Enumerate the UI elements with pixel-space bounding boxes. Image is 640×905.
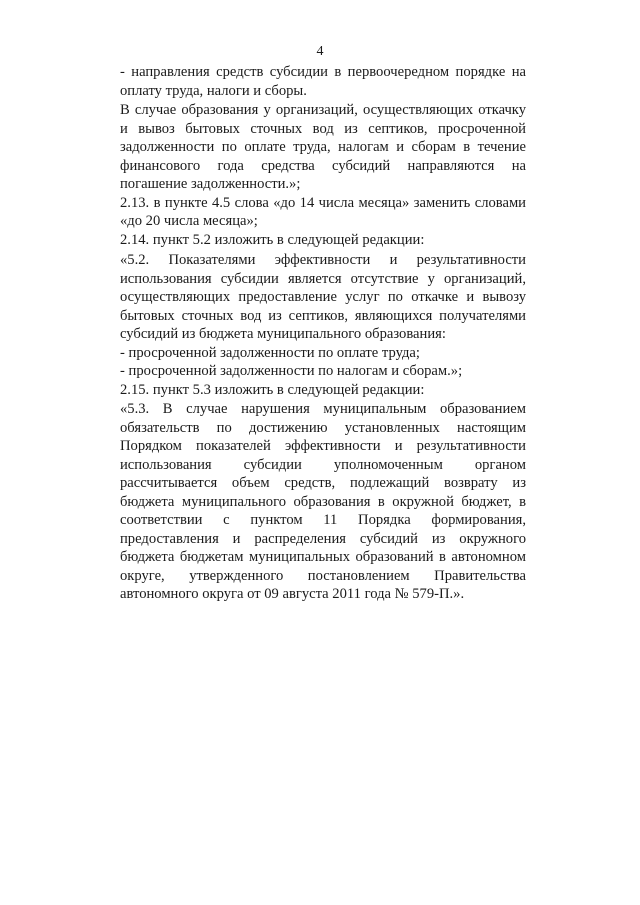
page-number: 4: [316, 44, 324, 59]
paragraph-bullet-wages: - просроченной задолженности по оплате труда;: [120, 344, 420, 361]
paragraph-item-2-14: 2.14. пункт 5.2 изложить в следующей редакции:: [120, 231, 425, 248]
paragraph-item-2-13: 2.13. в пункте 4.5 слова «до 14 числа месяца» заменить словами «до 20 числа месяца»;: [120, 194, 526, 229]
paragraph-debt-case: В случае образования у организаций, осуществляющих откачку и вывоз бытовых сточных вод из септиков, просроченной задолженности по оплате труда, налогам и сборам в течение финансового года средства субсидий направляются на погашение задолженности.»;: [120, 102, 526, 192]
paragraph-quote-5-2: «5.2. Показателями эффективности и результативности использования субсидии является отсутствие у организаций, осуществляющих предоставление услуг по откачке и вывозу бытовых сточных вод из септиков, являющихся получателями субсидий из бюджета муниципального образования:: [120, 252, 526, 342]
paragraph-bullet-funds-direction: - направления средств субсидии в первоочередном порядке на оплату труда, налоги и сборы.: [120, 64, 526, 99]
paragraph-bullet-taxes: - просроченной задолженности по налогам и сборам.»;: [120, 363, 463, 379]
paragraph-item-2-15: 2.15. пункт 5.3 изложить в следующей редакции:: [120, 381, 425, 398]
paragraph-quote-5-3: «5.3. В случае нарушения муниципальным образованием обязательств по достижению установленных настоящим Порядком показателей эффективности и результативности использования субсидии уполномоченным органом рассчитывается объем средств, подлежащий возврату из бюджета муниципального образования в окружной бюджет, в соответствии с пунктом 11 Порядка формирования, предоставления и распределения субсидий из окружного бюджета бюджетам муниципальных образований в автономном округе, утвержденного постановлением Правительства автономного округа от 09 августа 2011 года № 579-П.».: [120, 401, 526, 602]
document-body: [120, 63, 526, 604]
